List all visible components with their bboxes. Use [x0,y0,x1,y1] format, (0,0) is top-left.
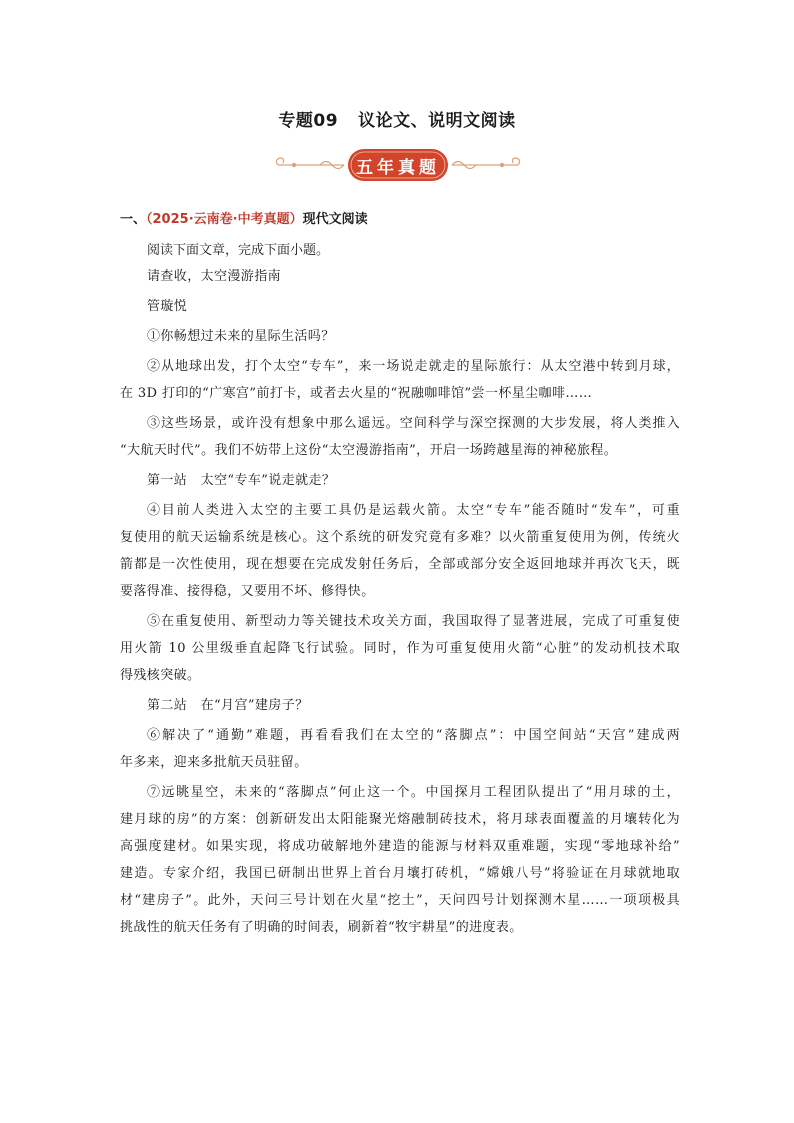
question-instruction: 阅读下面文章，完成下面小题。 [147,243,330,258]
station-1-heading: 第一站 太空“专车”说走就走？ [147,473,336,488]
paragraph-2: ②从地球出发，打个太空“专车”，来一场说走就走的星际旅行：从太空港中转到月球， 在 3D 打印的“广寒宫”前打卡，或者去火星的“祝融咖啡馆”尝一杯星尘咖啡…… [120,359,680,401]
article-body [120,263,680,941]
station-2-heading: 第二站 在“月宫”建房子？ [147,698,309,713]
question-source: （2025·云南卷·中考真题） [146,212,303,227]
paragraph-4: ④目前人类进入太空的主要工具仍是运载火箭。太空“专车”能否随时“发车”，可重 复使用的航天运输系统是核心。这个系统的研发究竟有多难？以火箭重复使用为例，传统火 箭都是一次性使用，现在想要在完成发射任务后，全部或部分安全返回地球并再次飞天，既 要落得准、接得稳，又要用不坏、修得快。 [120,503,680,599]
paragraph-7: ⑦远眺星空，未来的“落脚点”何止这一个。中国探月工程团队提出了“用月球的土， 建月球的房”的方案：创新研发出太阳能聚光熔融制砖技术，将月球表面覆盖的月壤转化为 高强度建材。如果实现，将成功破解地外建造的能源与材料双重难题，实现“零地球补给” 建造。专家介绍，我国已研制出世界上首台月壤打砖机，“嫦娥八号”将验证在月球就地取 材“建房子”。此外，天问三号计划在火星“挖土”，天问四号计划探测木星……一项项极具 挑战性的航天任务有了明确的时间表，刷新着“牧宇耕星”的进度表。 [120,785,680,935]
article-author: 管璇悦 [147,299,188,314]
banner-label: 五年真题 [356,157,440,178]
page-title [0,106,794,131]
question-heading: 一、（2025·云南卷·中考真题）现代文阅读 [120,212,368,227]
section-banner [270,146,526,186]
paragraph-3: ③这些场景，或许没有想象中那么遥远。空间科学与深空探测的大步发展，将人类推入 “大航天时代”。我们不妨带上这份“太空漫游指南”，开启一场跨越星海的神秘旅程。 [120,416,680,458]
question-type: 现代文阅读 [302,212,368,227]
topic-number: 专题09 [278,111,339,131]
paragraph-5: ⑤在重复使用、新型动力等关键技术攻关方面，我国取得了显著进展，完成了可重复使 用火箭 10 公里级垂直起降飞行试验。同时，作为可重复使用火箭“心脏”的发动机技术取 得残核突破。 [120,614,680,683]
article-title: 请查收，太空漫游指南 [147,269,282,284]
paragraph-1: ①你畅想过未来的星际生活吗？ [147,329,335,344]
paragraph-6: ⑥解决了“通勤”难题，再看看我们在太空的“落脚点”：中国空间站“天宫”建成两 年多来，迎来多批航天员驻留。 [120,728,680,770]
topic-title: 议论文、说明文阅读 [358,111,516,131]
